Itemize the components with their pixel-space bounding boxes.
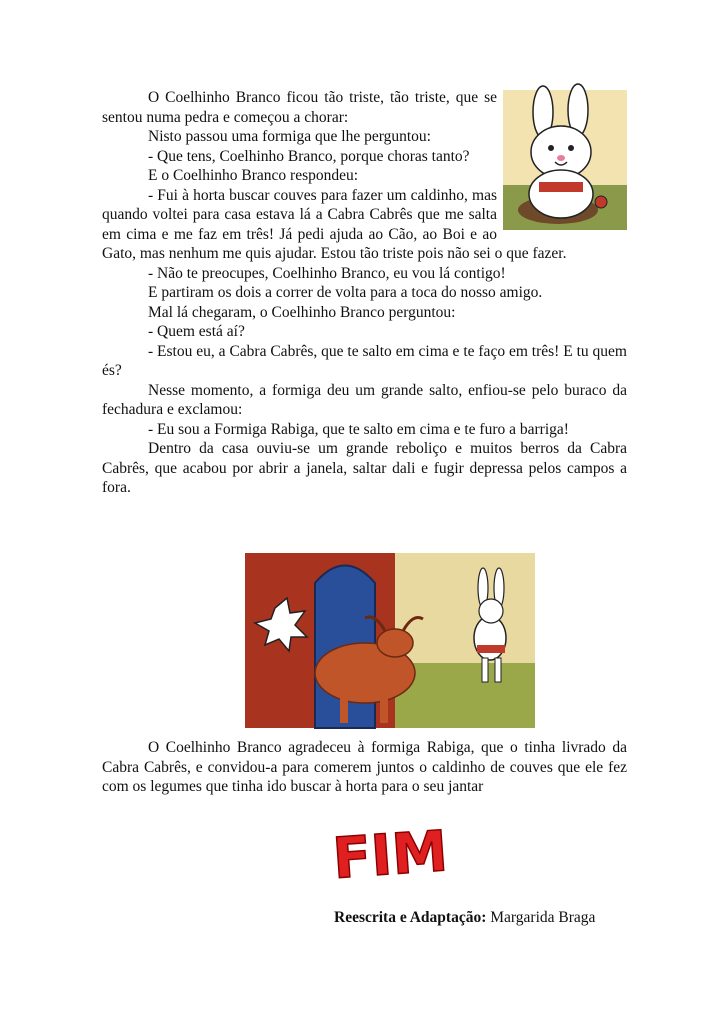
paragraph-7: E partiram os dois a correr de volta para a toca do nosso amigo.	[148, 284, 543, 301]
goat-fleeing-illustration	[245, 553, 535, 728]
end-title-text: FIM	[330, 819, 450, 892]
credit-line	[334, 909, 634, 927]
story-text-bottom	[102, 738, 627, 797]
paragraph-12: - Eu sou a Formiga Rabiga, que te salto em cima e te furo a barriga!	[148, 420, 569, 438]
paragraph-13: Dentro da casa ouviu-se um grande reboliço e muitos berros da Cabra Cabrês, que acabou por abrir a janela, saltar dali e fugir depressa pelos campos a fora.	[102, 440, 627, 496]
paragraph-14: O Coelhinho Branco agradeceu à formiga Rabiga, que o tinha livrado da Cabra Cabrês, e convidou-a para comerem juntos o caldinho de couves que ele fez com os legumes que tinha ido buscar à horta para o seu jantar	[102, 739, 627, 795]
paragraph-6: - Não te preocupes, Coelhinho Branco, eu vou lá contigo!	[148, 264, 506, 282]
paragraph-10: - Estou eu, a Cabra Cabrês, que te salto em cima e te faço em três! E tu quem és?	[102, 342, 627, 379]
end-title	[330, 812, 450, 892]
paragraph-2: Nisto passou uma formiga que lhe perguntou:	[148, 128, 431, 145]
story-text-top	[102, 88, 627, 498]
paragraph-5: - Fui à horta buscar couves para fazer um caldinho, mas quando voltei para casa estava lá a Cabra Cabrês que me salta em cima e me faz em três! Já pedi ajuda ao Cão, ao Boi e ao Gato, mas nenhum me quis ajudar. Estou tão triste pois não sei o que fazer.	[102, 186, 567, 262]
paragraph-4: E o Coelhinho Branco respondeu:	[148, 167, 359, 184]
paragraph-8: Mal lá chegaram, o Coelhinho Branco perguntou:	[148, 303, 456, 321]
paragraph-9: - Quem está aí?	[148, 323, 245, 340]
crying-rabbit-illustration	[503, 90, 627, 230]
paragraph-11: Nesse momento, a formiga deu um grande salto, enfiou-se pelo buraco da fechadura e exclamou:	[102, 381, 627, 418]
paragraph-3: - Que tens, Coelhinho Branco, porque choras tanto?	[148, 147, 470, 165]
credit-label: Reescrita e Adaptação:	[334, 909, 487, 926]
credit-author: Margarida Braga	[490, 909, 596, 926]
paragraph-1: O Coelhinho Branco ficou tão triste, tão triste, que se sentou numa pedra e começou a chorar:	[102, 89, 497, 126]
